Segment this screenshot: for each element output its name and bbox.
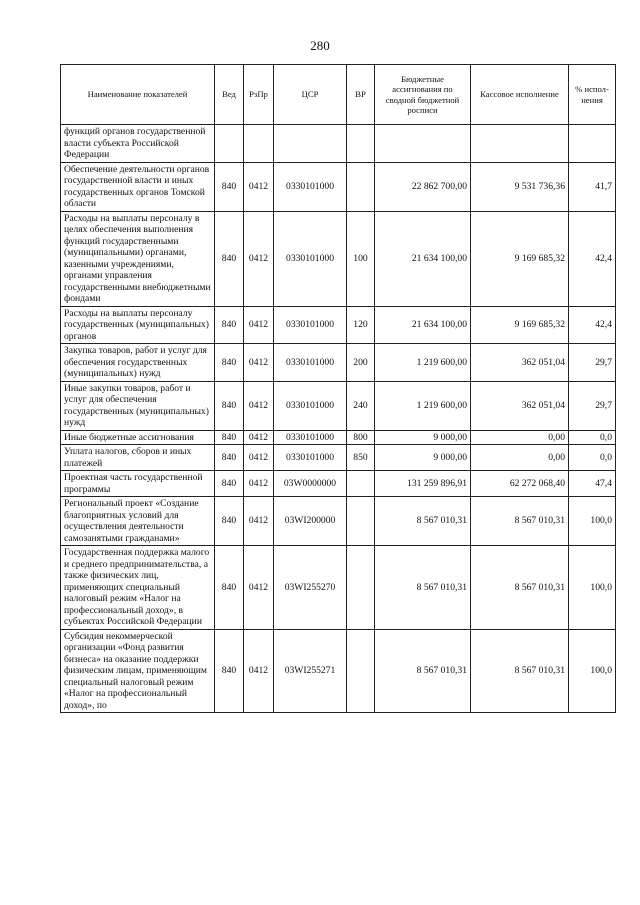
row-ved: 840 bbox=[215, 211, 244, 306]
header-budget: Бюджетные ассигнования по сводной бюджетной росписи bbox=[375, 65, 471, 125]
header-cash: Кассовое исполнение bbox=[471, 65, 569, 125]
row-pct: 42,4 bbox=[569, 306, 616, 344]
row-budget: 22 862 700,00 bbox=[375, 162, 471, 211]
header-pct: % испол-нения bbox=[569, 65, 616, 125]
row-budget: 9 000,00 bbox=[375, 445, 471, 471]
row-vr: 240 bbox=[347, 381, 375, 430]
row-cash bbox=[471, 125, 569, 163]
row-name: Региональный проект «Создание благоприятных условий для осуществления деятельности самозанятыми гражданами» bbox=[61, 497, 215, 546]
header-vr: ВР bbox=[347, 65, 375, 125]
row-budget: 131 259 896,91 bbox=[375, 471, 471, 497]
row-name: Иные бюджетные ассигнования bbox=[61, 430, 215, 445]
row-pct: 42,4 bbox=[569, 211, 616, 306]
row-vr: 100 bbox=[347, 211, 375, 306]
row-ved: 840 bbox=[215, 344, 244, 382]
row-vr bbox=[347, 546, 375, 630]
row-ved: 840 bbox=[215, 546, 244, 630]
row-rzpr: 0412 bbox=[244, 381, 274, 430]
table-row bbox=[61, 125, 616, 163]
row-cash: 62 272 068,40 bbox=[471, 471, 569, 497]
row-cash: 0,00 bbox=[471, 445, 569, 471]
row-ved: 840 bbox=[215, 497, 244, 546]
row-ved: 840 bbox=[215, 445, 244, 471]
row-vr bbox=[347, 125, 375, 163]
row-budget: 21 634 100,00 bbox=[375, 306, 471, 344]
row-name: Проектная часть государственной программы bbox=[61, 471, 215, 497]
row-ved: 840 bbox=[215, 430, 244, 445]
row-vr bbox=[347, 471, 375, 497]
row-budget: 8 567 010,31 bbox=[375, 497, 471, 546]
row-name: Расходы на выплаты персоналу в целях обеспечения выполнения функций государственными (муниципальными) органами, казенными учреждениями, органами управления государственными внебюджетными фондами bbox=[61, 211, 215, 306]
row-pct: 100,0 bbox=[569, 629, 616, 713]
row-name: функций органов государственной власти субъекта Российской Федерации bbox=[61, 125, 215, 163]
row-csr: 0330101000 bbox=[274, 211, 347, 306]
row-cash: 0,00 bbox=[471, 430, 569, 445]
row-pct: 29,7 bbox=[569, 344, 616, 382]
row-pct: 100,0 bbox=[569, 497, 616, 546]
row-ved: 840 bbox=[215, 629, 244, 713]
row-rzpr: 0412 bbox=[244, 497, 274, 546]
row-csr: 0330101000 bbox=[274, 381, 347, 430]
row-ved: 840 bbox=[215, 471, 244, 497]
header-csr: ЦСР bbox=[274, 65, 347, 125]
row-vr bbox=[347, 162, 375, 211]
row-name: Обеспечение деятельности органов государственной власти и иных государственных органов Томской области bbox=[61, 162, 215, 211]
row-csr: 03W0000000 bbox=[274, 471, 347, 497]
row-csr: 03WI255271 bbox=[274, 629, 347, 713]
row-cash: 8 567 010,31 bbox=[471, 497, 569, 546]
row-ved: 840 bbox=[215, 381, 244, 430]
table-row bbox=[61, 497, 616, 546]
table-row bbox=[61, 445, 616, 471]
header-ved: Вед bbox=[215, 65, 244, 125]
budget-execution-table bbox=[60, 64, 616, 713]
row-csr: 0330101000 bbox=[274, 306, 347, 344]
row-rzpr bbox=[244, 125, 274, 163]
row-pct: 29,7 bbox=[569, 381, 616, 430]
row-cash: 362 051,04 bbox=[471, 344, 569, 382]
row-pct: 41,7 bbox=[569, 162, 616, 211]
row-budget: 9 000,00 bbox=[375, 430, 471, 445]
row-name: Расходы на выплаты персоналу государственных (муниципальных) органов bbox=[61, 306, 215, 344]
row-budget bbox=[375, 125, 471, 163]
row-rzpr: 0412 bbox=[244, 306, 274, 344]
table-header-row bbox=[61, 65, 616, 125]
row-vr bbox=[347, 629, 375, 713]
table-row bbox=[61, 306, 616, 344]
row-pct: 0,0 bbox=[569, 430, 616, 445]
row-vr: 800 bbox=[347, 430, 375, 445]
row-ved: 840 bbox=[215, 162, 244, 211]
row-name: Закупка товаров, работ и услуг для обеспечения государственных (муниципальных) нужд bbox=[61, 344, 215, 382]
row-name: Уплата налогов, сборов и иных платежей bbox=[61, 445, 215, 471]
row-csr bbox=[274, 125, 347, 163]
row-csr: 03WI200000 bbox=[274, 497, 347, 546]
row-name: Субсидия некоммерческой организации «Фонд развития бизнеса» на оказание поддержки физическим лицам, применяющим специальный налоговый режим «Налог на профессиональный доход», по bbox=[61, 629, 215, 713]
row-rzpr: 0412 bbox=[244, 344, 274, 382]
table-row bbox=[61, 162, 616, 211]
row-budget: 8 567 010,31 bbox=[375, 546, 471, 630]
header-rzpr: РзПр bbox=[244, 65, 274, 125]
row-budget: 8 567 010,31 bbox=[375, 629, 471, 713]
row-pct: 0,0 bbox=[569, 445, 616, 471]
page-number: 280 bbox=[310, 38, 330, 53]
row-cash: 9 531 736,36 bbox=[471, 162, 569, 211]
row-csr: 0330101000 bbox=[274, 430, 347, 445]
row-rzpr: 0412 bbox=[244, 430, 274, 445]
table-row bbox=[61, 211, 616, 306]
row-csr: 03WI255270 bbox=[274, 546, 347, 630]
table-row bbox=[61, 629, 616, 713]
table-row bbox=[61, 471, 616, 497]
row-ved bbox=[215, 125, 244, 163]
row-csr: 0330101000 bbox=[274, 162, 347, 211]
row-vr: 850 bbox=[347, 445, 375, 471]
table-row bbox=[61, 430, 616, 445]
row-budget: 1 219 600,00 bbox=[375, 381, 471, 430]
row-budget: 1 219 600,00 bbox=[375, 344, 471, 382]
row-pct bbox=[569, 125, 616, 163]
row-csr: 0330101000 bbox=[274, 445, 347, 471]
row-name: Иные закупки товаров, работ и услуг для обеспечения государственных (муниципальных) нужд bbox=[61, 381, 215, 430]
row-budget: 21 634 100,00 bbox=[375, 211, 471, 306]
row-cash: 8 567 010,31 bbox=[471, 546, 569, 630]
row-cash: 9 169 685,32 bbox=[471, 211, 569, 306]
row-name: Государственная поддержка малого и среднего предпринимательства, а также физических лиц, применяющих специальный налоговый режим «Налог на профессиональный доход», в субъектах Российской Федерации bbox=[61, 546, 215, 630]
row-cash: 9 169 685,32 bbox=[471, 306, 569, 344]
row-pct: 47,4 bbox=[569, 471, 616, 497]
row-csr: 0330101000 bbox=[274, 344, 347, 382]
row-rzpr: 0412 bbox=[244, 471, 274, 497]
row-ved: 840 bbox=[215, 306, 244, 344]
header-name: Наименование показателей bbox=[61, 65, 215, 125]
row-rzpr: 0412 bbox=[244, 445, 274, 471]
row-rzpr: 0412 bbox=[244, 211, 274, 306]
row-pct: 100,0 bbox=[569, 546, 616, 630]
row-rzpr: 0412 bbox=[244, 629, 274, 713]
row-rzpr: 0412 bbox=[244, 546, 274, 630]
row-cash: 362 051,04 bbox=[471, 381, 569, 430]
row-rzpr: 0412 bbox=[244, 162, 274, 211]
row-vr bbox=[347, 497, 375, 546]
table-row bbox=[61, 381, 616, 430]
row-vr: 200 bbox=[347, 344, 375, 382]
table-row bbox=[61, 344, 616, 382]
row-vr: 120 bbox=[347, 306, 375, 344]
table-row bbox=[61, 546, 616, 630]
row-cash: 8 567 010,31 bbox=[471, 629, 569, 713]
